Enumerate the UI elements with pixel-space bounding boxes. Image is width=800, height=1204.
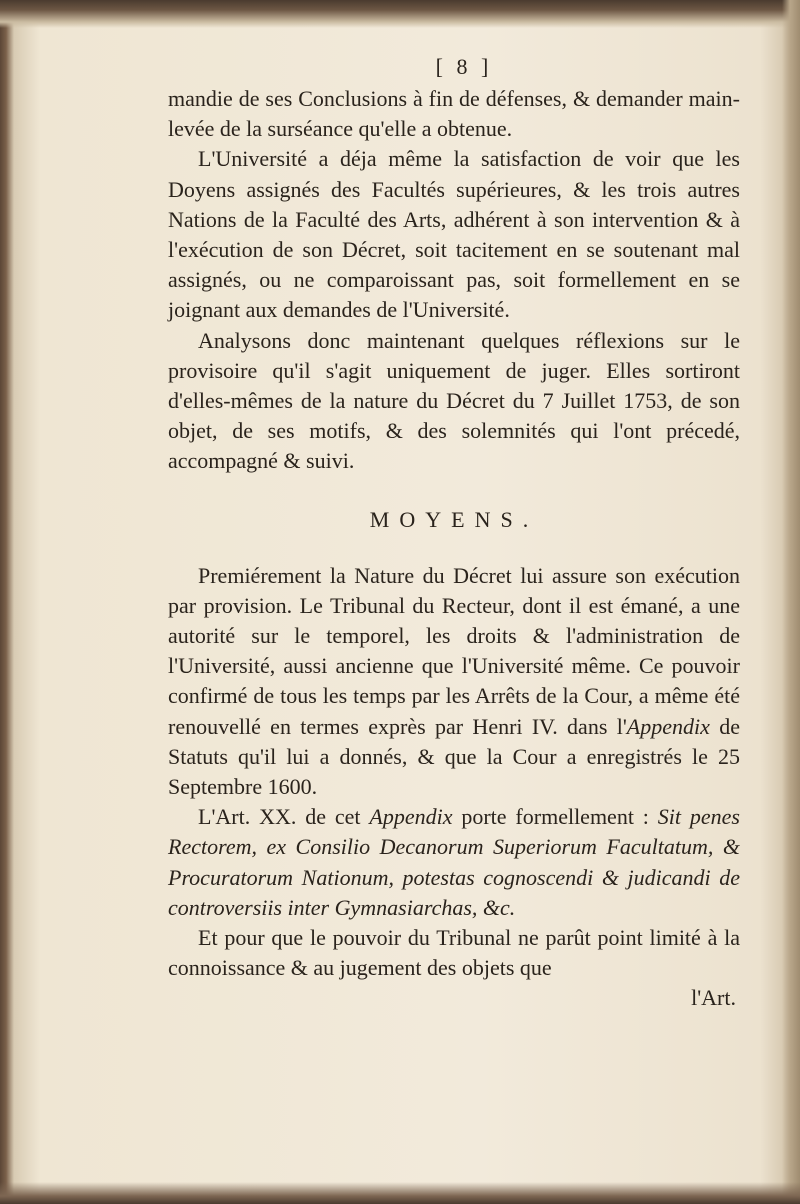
section-heading: MOYENS. <box>369 506 539 532</box>
paragraph-2: L'Université a déja même la satisfaction de voir que les Doyens assignés des Facultés supérieures, & les trois autres Nations de la Faculté des Arts, adhérent à son intervention & à l'exécution de son Décret, soit tacitement en se soutenant mal assignés, ou ne comparoissant pas, soit formellement en se joignant aux demandes de l'Université. <box>168 146 740 323</box>
page-bottom-edge <box>0 1182 800 1204</box>
article-mid: porte formellement : <box>452 804 658 830</box>
paragraph-3: Analysons donc maintenant quelques réflexions sur le provisoire qu'il s'agit uniquement de juger. Elles sortiront d'elles-mêmes de la nature du Décret du 7 Juillet 1753, de son objet, de ses motifs, & des solemnités qui l'ont précedé, accompagné & suivi. <box>168 327 740 474</box>
paragraph-4-part-2: de Statuts qu'il lui a donnés, & que la Cour a enregistrés le 25 Septembre 1600. <box>168 713 740 800</box>
page-top-edge <box>0 0 800 28</box>
paragraph-4-appendix: Appendix <box>626 713 710 739</box>
article-lead: L'Art. XX. de cet <box>198 804 370 830</box>
article-latin-quote: Sit penes Rectorem, ex Consilio Decanorum Superiorum Facultatum, & Procuratorum Nationum, potestas cognoscendi & judicandi de controversiis inter Gymnasiarchas, &c. <box>168 804 740 920</box>
catchword: l'Art. <box>691 985 736 1011</box>
paragraph-4 <box>168 561 740 803</box>
paragraph-article <box>168 802 740 923</box>
page-number: [ 8 ] <box>435 54 493 79</box>
paragraph-4-part-1: Premiérement la Nature du Décret lui assure son exécution par provision. Le Tribunal du Recteur, dont il est émané, a une autorité sur le temporel, les droits & l'administration de l'Université, aussi ancienne que l'Université même. Ce pouvoir confirmé de tous les temps par les Arrêts de la Cour, a même été renouvellé en termes exprès par Henri IV. dans l' <box>168 562 740 739</box>
paragraph-last: Et pour que le pouvoir du Tribunal ne parût point limité à la connoissance & au jugement des objets que <box>168 925 740 981</box>
page-right-edge <box>782 0 800 1204</box>
article-appendix: Appendix <box>369 804 453 830</box>
paragraph-1: mandie de ses Conclusions à fin de défenses, & demander main-levée de la surséance qu'elle a obtenue. <box>168 86 740 142</box>
page-text-block <box>168 52 740 1014</box>
